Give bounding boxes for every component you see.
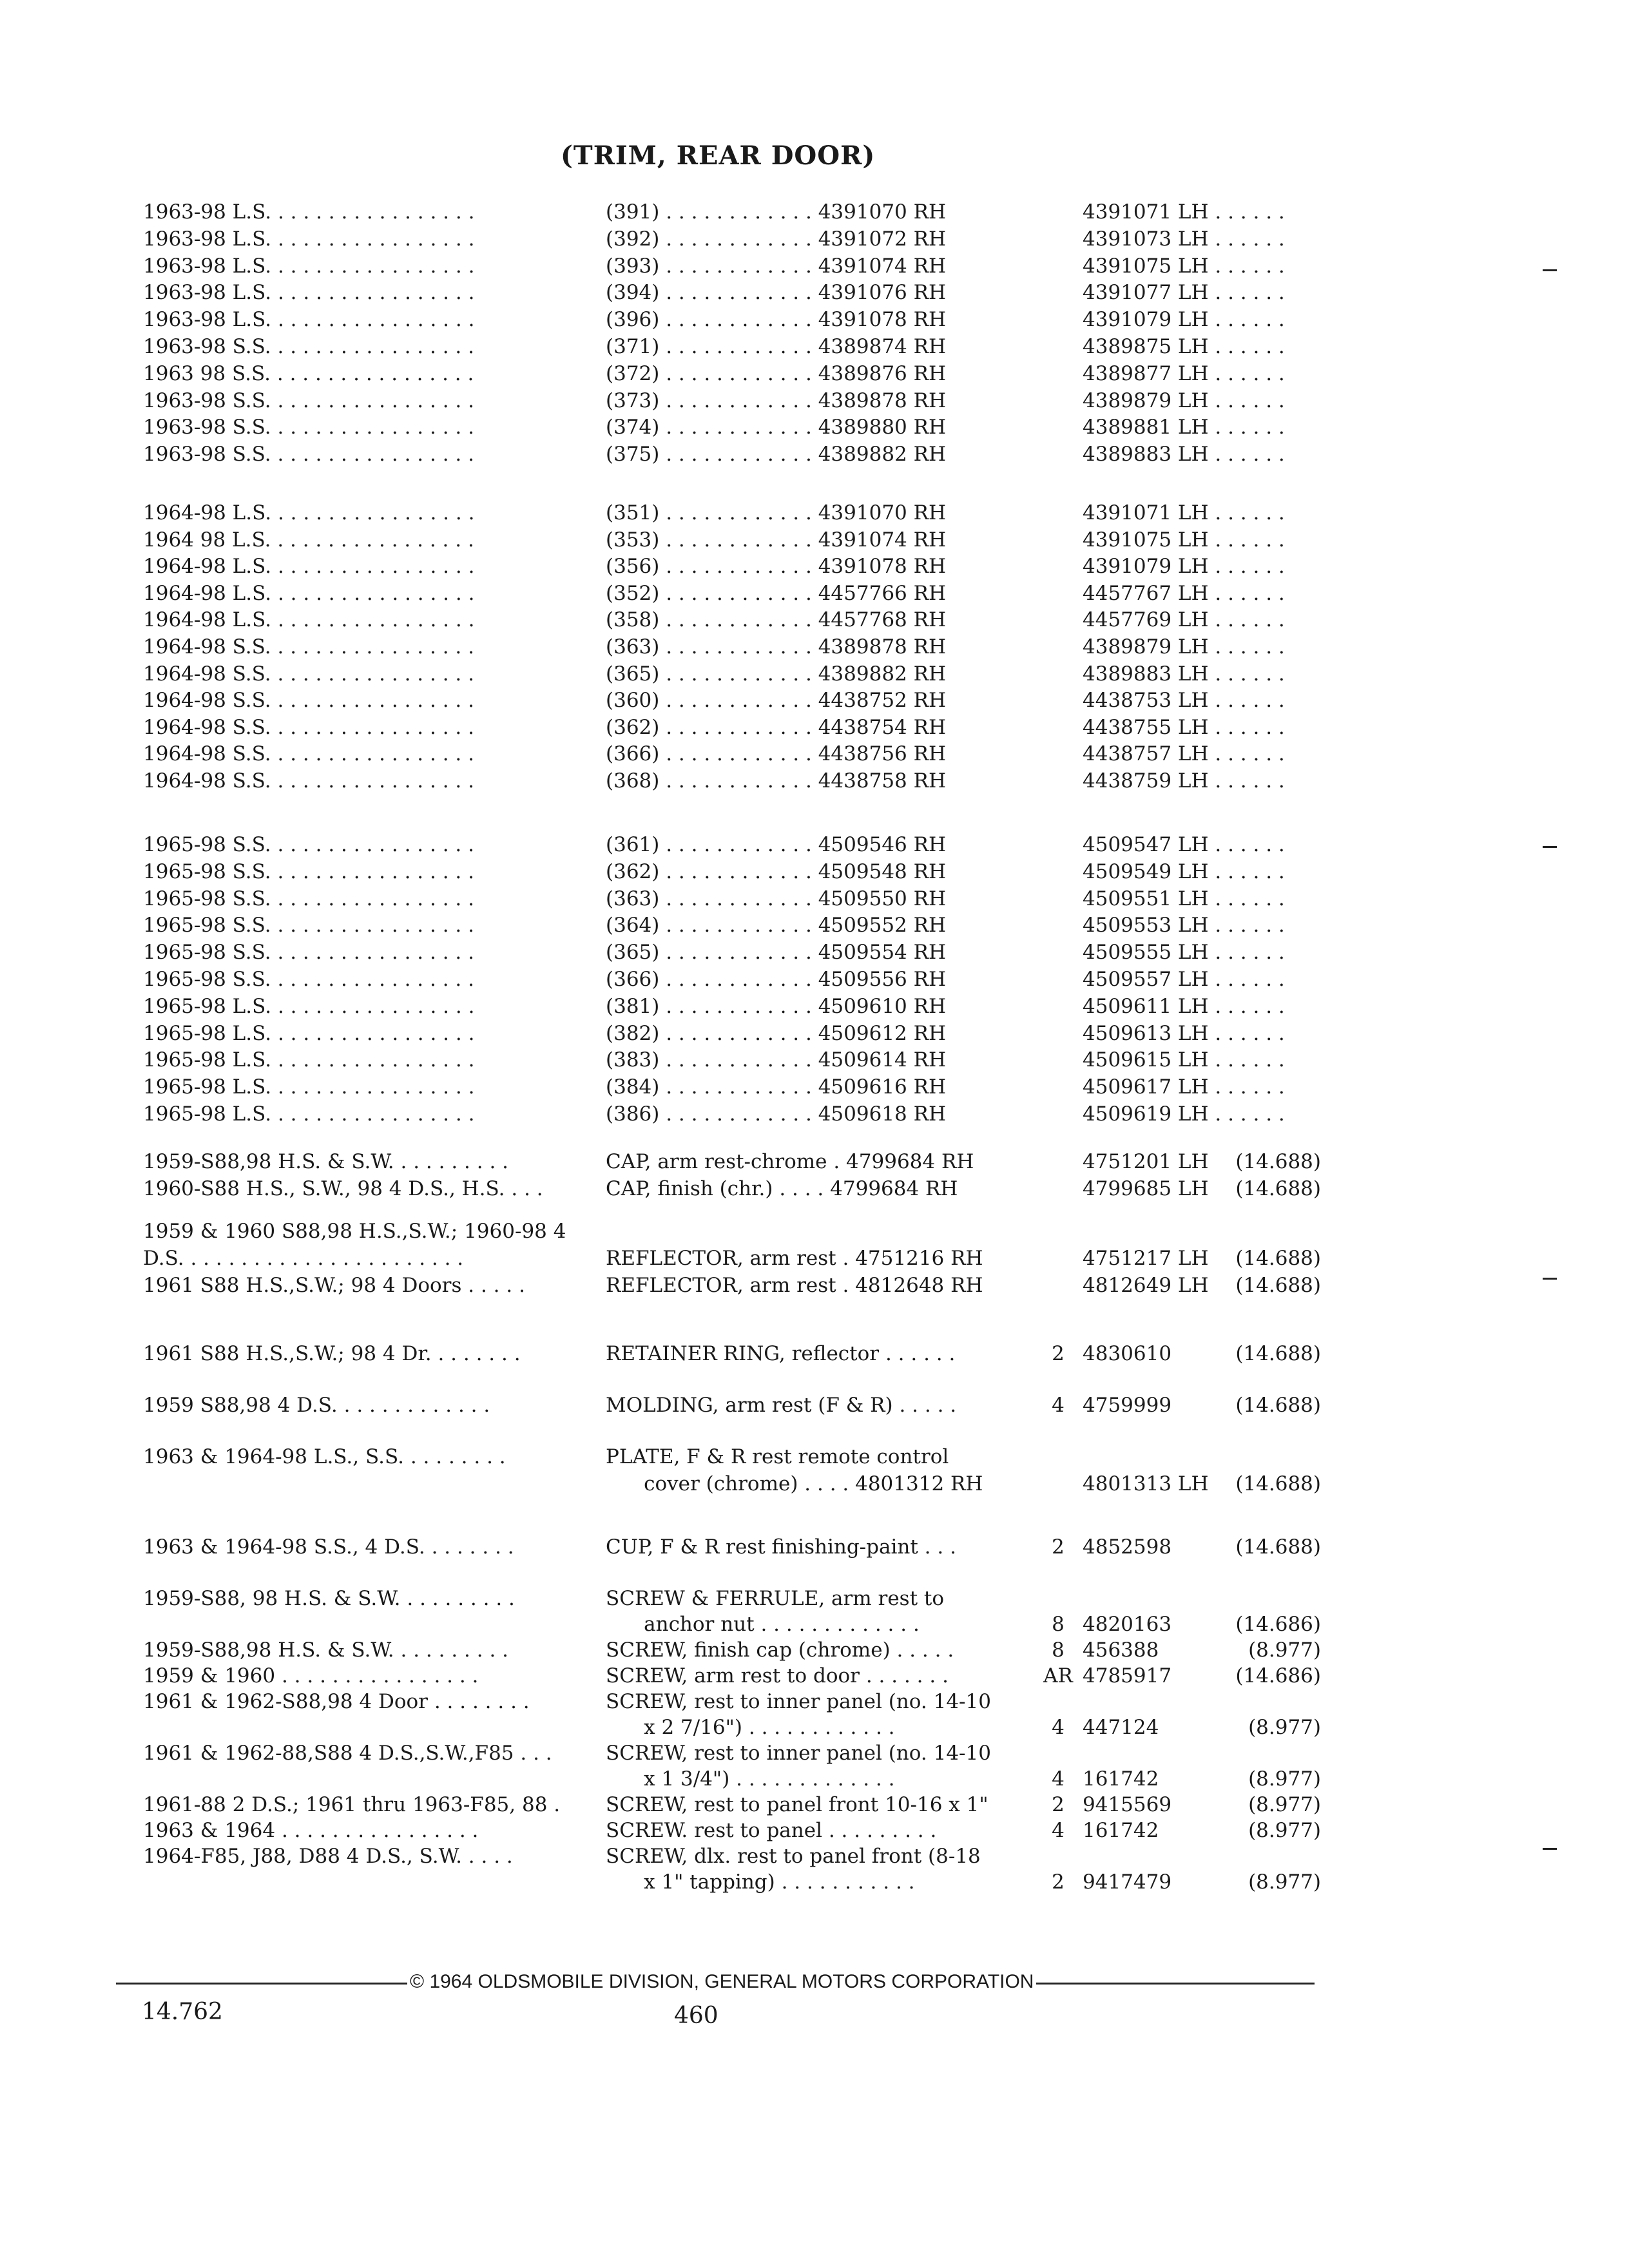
margin-mark — [1543, 269, 1557, 271]
parts-row — [0, 198, 1629, 226]
parts-row — [0, 1100, 1629, 1128]
model-cell: 1959-S88, 98 H.S. & S.W. . . . . . . . . . — [143, 1587, 515, 1610]
model-cell: 1963-98 L.S. . . . . . . . . . . . . . . . . — [143, 281, 475, 305]
model-cell: 1965-98 L.S. . . . . . . . . . . . . . . . . — [143, 1102, 475, 1126]
description-cell: (392) . . . . . . . . . . . . 4391072 RH — [606, 227, 946, 251]
description-cell: SCREW, rest to inner panel (no. 14-10 — [606, 1742, 991, 1765]
quantity-cell: AR — [1043, 1664, 1073, 1687]
parts-row — [0, 1533, 1629, 1561]
group-number-cell: (8.977) — [1248, 1716, 1321, 1739]
part-number-cell: 4438753 LH . . . . . . — [1083, 689, 1285, 713]
parts-row — [0, 714, 1629, 741]
description-cell: (386) . . . . . . . . . . . . 4509618 RH — [606, 1102, 946, 1126]
part-number-cell: 4812649 LH — [1083, 1274, 1209, 1297]
parts-row — [0, 1245, 1629, 1272]
section-number: 14.762 — [142, 1999, 223, 2025]
description-cell: MOLDING, arm rest (F & R) . . . . . — [606, 1394, 957, 1417]
page-title: (TRIM, REAR DOOR) — [561, 140, 876, 171]
parts-row — [0, 1843, 1629, 1870]
group-number-cell: (14.686) — [1235, 1664, 1321, 1687]
description-cell: SCREW. rest to panel . . . . . . . . . — [606, 1819, 937, 1842]
part-number-cell: 161742 — [1083, 1767, 1159, 1791]
parts-row — [0, 253, 1629, 280]
model-cell: 1965-98 S.S. . . . . . . . . . . . . . . . . — [143, 860, 474, 883]
parts-row — [0, 226, 1629, 253]
description-cell: RETAINER RING, reflector . . . . . . — [606, 1342, 956, 1365]
parts-row — [0, 1392, 1629, 1419]
group-number-cell: (8.977) — [1248, 1819, 1321, 1842]
part-number-cell: 4852598 — [1083, 1535, 1172, 1559]
model-cell: 1963 & 1964 . . . . . . . . . . . . . . . . — [143, 1819, 479, 1842]
quantity-cell: 2 — [1052, 1793, 1065, 1816]
model-cell: 1961 S88 H.S.,S.W.; 98 4 Dr. . . . . . . . — [143, 1342, 521, 1365]
model-cell: 1959 & 1960 . . . . . . . . . . . . . . . . — [143, 1664, 479, 1687]
model-cell: 1964-F85, J88, D88 4 D.S., S.W. . . . . — [143, 1845, 513, 1868]
part-number-cell: 4391075 LH . . . . . . — [1083, 254, 1285, 278]
parts-row — [0, 831, 1629, 858]
description-cell: (382) . . . . . . . . . . . . 4509612 RH — [606, 1021, 946, 1045]
parts-row — [0, 1791, 1629, 1818]
description-cell: (366) . . . . . . . . . . . . 4438756 RH — [606, 742, 946, 766]
parts-row — [0, 633, 1629, 660]
description-cell: (358) . . . . . . . . . . . . 4457768 RH — [606, 608, 946, 632]
model-cell: 1964-98 S.S. . . . . . . . . . . . . . . . . — [143, 715, 474, 739]
parts-row — [0, 1714, 1629, 1741]
model-cell: 1964-98 S.S. . . . . . . . . . . . . . . . . — [143, 662, 474, 686]
description-cell: (356) . . . . . . . . . . . . 4391078 RH — [606, 555, 946, 579]
model-cell: D.S. . . . . . . . . . . . . . . . . . . . . . . — [143, 1247, 464, 1270]
model-cell: 1964-98 L.S. . . . . . . . . . . . . . . . . — [143, 555, 475, 579]
parts-row — [0, 1046, 1629, 1073]
model-cell: 1964-98 L.S. . . . . . . . . . . . . . . . . — [143, 581, 475, 605]
parts-row — [0, 1148, 1629, 1175]
group-number-cell: (14.688) — [1235, 1535, 1321, 1559]
quantity-cell: 2 — [1052, 1535, 1065, 1559]
parts-row — [0, 993, 1629, 1020]
parts-row — [0, 360, 1629, 387]
parts-row — [0, 553, 1629, 580]
description-cell: SCREW, rest to inner panel (no. 14-10 — [606, 1690, 991, 1713]
part-number-cell: 4509555 LH . . . . . . — [1083, 941, 1285, 965]
description-cell: cover (chrome) . . . . 4801312 RH — [606, 1472, 983, 1495]
description-cell: (381) . . . . . . . . . . . . 4509610 RH — [606, 994, 946, 1018]
part-number-cell: 4438757 LH . . . . . . — [1083, 742, 1285, 766]
model-cell: 1964-98 L.S. . . . . . . . . . . . . . . . . — [143, 501, 475, 524]
parts-row — [0, 279, 1629, 306]
model-cell: 1964-98 S.S. . . . . . . . . . . . . . . . . — [143, 635, 474, 658]
description-cell: (363) . . . . . . . . . . . . 4389878 RH — [606, 635, 946, 658]
parts-row — [0, 885, 1629, 912]
parts-row — [0, 858, 1629, 885]
description-cell: (360) . . . . . . . . . . . . 4438752 RH — [606, 689, 946, 713]
quantity-cell: 8 — [1052, 1639, 1065, 1662]
parts-row — [0, 606, 1629, 633]
part-number-cell: 4509617 LH . . . . . . — [1083, 1075, 1285, 1099]
model-cell: 1961 S88 H.S.,S.W.; 98 4 Doors . . . . . — [143, 1274, 525, 1297]
parts-row — [0, 660, 1629, 687]
parts-row — [0, 526, 1629, 553]
part-number-cell: 4509615 LH . . . . . . — [1083, 1048, 1285, 1072]
part-number-cell: 4389879 LH . . . . . . — [1083, 389, 1285, 412]
description-cell: x 2 7/16") . . . . . . . . . . . . — [606, 1716, 895, 1739]
description-cell: (362) . . . . . . . . . . . . 4509548 RH — [606, 860, 946, 883]
part-number-cell: 4751217 LH — [1083, 1247, 1209, 1270]
part-number-cell: 4389879 LH . . . . . . — [1083, 635, 1285, 658]
quantity-cell: 4 — [1052, 1394, 1065, 1417]
parts-row — [0, 441, 1629, 468]
model-cell: 1964-98 S.S. . . . . . . . . . . . . . . . . — [143, 769, 474, 793]
description-cell: (361) . . . . . . . . . . . . 4509546 RH — [606, 833, 946, 856]
group-number-cell: (8.977) — [1248, 1639, 1321, 1662]
part-number-cell: 4751201 LH — [1083, 1150, 1209, 1173]
model-cell: 1963-98 L.S. . . . . . . . . . . . . . . . . — [143, 200, 475, 224]
parts-row — [0, 1765, 1629, 1792]
group-number-cell: (8.977) — [1248, 1767, 1321, 1791]
description-cell: (394) . . . . . . . . . . . . 4391076 RH — [606, 281, 946, 305]
part-number-cell: 4391077 LH . . . . . . — [1083, 281, 1285, 305]
part-number-cell: 447124 — [1083, 1716, 1159, 1739]
parts-row — [0, 333, 1629, 360]
parts-row — [0, 499, 1629, 526]
model-cell: 1960-S88 H.S., S.W., 98 4 D.S., H.S. . . . — [143, 1177, 543, 1200]
model-cell: 1959-S88,98 H.S. & S.W. . . . . . . . . . — [143, 1639, 509, 1662]
description-cell: (384) . . . . . . . . . . . . 4509616 RH — [606, 1075, 946, 1099]
part-number-cell: 4457769 LH . . . . . . — [1083, 608, 1285, 632]
part-number-cell: 4391071 LH . . . . . . — [1083, 501, 1285, 524]
part-number-cell: 4391073 LH . . . . . . — [1083, 227, 1285, 251]
parts-row — [0, 939, 1629, 966]
quantity-cell: 8 — [1052, 1613, 1065, 1636]
footer-rule-left — [116, 1983, 412, 1984]
model-cell: 1963-98 L.S. . . . . . . . . . . . . . . . . — [143, 308, 475, 332]
page-number: 460 — [674, 2003, 718, 2029]
group-number-cell: (14.688) — [1235, 1177, 1321, 1200]
description-cell: (393) . . . . . . . . . . . . 4391074 RH — [606, 254, 946, 278]
group-number-cell: (14.688) — [1235, 1394, 1321, 1417]
parts-row — [0, 1272, 1629, 1299]
margin-mark — [1543, 846, 1557, 848]
model-cell: 1961-88 2 D.S.; 1961 thru 1963-F85, 88 . — [143, 1793, 561, 1816]
description-cell: SCREW & FERRULE, arm rest to — [606, 1587, 945, 1610]
part-number-cell: 9415569 — [1083, 1793, 1172, 1816]
description-cell: PLATE, F & R rest remote control — [606, 1445, 949, 1468]
parts-row — [0, 966, 1629, 993]
margin-mark — [1543, 1848, 1557, 1850]
model-cell: 1963-98 S.S. . . . . . . . . . . . . . . . . — [143, 416, 474, 439]
parts-row — [0, 1817, 1629, 1844]
model-cell: 1964-98 S.S. . . . . . . . . . . . . . . . . — [143, 742, 474, 766]
description-cell: SCREW, rest to panel front 10-16 x 1" — [606, 1793, 988, 1816]
description-cell: x 1" tapping) . . . . . . . . . . . — [606, 1870, 915, 1894]
part-number-cell: 4389883 LH . . . . . . — [1083, 443, 1285, 466]
description-cell: SCREW, arm rest to door . . . . . . . — [606, 1664, 949, 1687]
part-number-cell: 4389883 LH . . . . . . — [1083, 662, 1285, 686]
part-number-cell: 4509547 LH . . . . . . — [1083, 833, 1285, 856]
parts-row — [0, 1073, 1629, 1100]
description-cell: (375) . . . . . . . . . . . . 4389882 RH — [606, 443, 946, 466]
parts-row — [0, 1585, 1629, 1612]
group-number-cell: (14.688) — [1235, 1247, 1321, 1270]
quantity-cell: 4 — [1052, 1767, 1065, 1791]
model-cell: 1965-98 S.S. . . . . . . . . . . . . . . . . — [143, 941, 474, 965]
parts-row — [0, 1637, 1629, 1664]
part-number-cell: 4389877 LH . . . . . . — [1083, 361, 1285, 385]
group-number-cell: (14.688) — [1235, 1274, 1321, 1297]
parts-row — [0, 687, 1629, 714]
description-cell: (391) . . . . . . . . . . . . 4391070 RH — [606, 200, 946, 224]
description-cell: (374) . . . . . . . . . . . . 4389880 RH — [606, 416, 946, 439]
part-number-cell: 4509551 LH . . . . . . — [1083, 887, 1285, 910]
description-cell: CAP, arm rest-chrome . 4799684 RH — [606, 1150, 974, 1173]
model-cell: 1965-98 L.S. . . . . . . . . . . . . . . . . — [143, 1048, 475, 1072]
part-number-cell: 4799685 LH — [1083, 1177, 1209, 1200]
part-number-cell: 4509611 LH . . . . . . — [1083, 994, 1285, 1018]
parts-row — [0, 1020, 1629, 1047]
description-cell: (353) . . . . . . . . . . . . 4391074 RH — [606, 528, 946, 552]
model-cell: 1964-98 L.S. . . . . . . . . . . . . . . . . — [143, 608, 475, 632]
part-number-cell: 4509613 LH . . . . . . — [1083, 1021, 1285, 1045]
model-cell: 1965-98 S.S. . . . . . . . . . . . . . . . . — [143, 833, 474, 856]
part-number-cell: 9417479 — [1083, 1870, 1172, 1894]
description-cell: (371) . . . . . . . . . . . . 4389874 RH — [606, 335, 946, 358]
part-number-cell: 4509557 LH . . . . . . — [1083, 968, 1285, 991]
model-cell: 1965-98 S.S. . . . . . . . . . . . . . . . . — [143, 914, 474, 937]
parts-row — [0, 1175, 1629, 1202]
description-cell: anchor nut . . . . . . . . . . . . . — [606, 1613, 920, 1636]
part-number-cell: 161742 — [1083, 1819, 1159, 1842]
part-number-cell: 4457767 LH . . . . . . — [1083, 581, 1285, 605]
group-number-cell: (14.688) — [1235, 1150, 1321, 1173]
part-number-cell: 4389875 LH . . . . . . — [1083, 335, 1285, 358]
group-number-cell: (14.688) — [1235, 1472, 1321, 1495]
part-number-cell: 4759999 — [1083, 1394, 1172, 1417]
parts-row — [0, 1470, 1629, 1497]
model-cell: 1961 & 1962-S88,98 4 Door . . . . . . . . — [143, 1690, 530, 1713]
parts-row — [0, 414, 1629, 441]
description-cell: REFLECTOR, arm rest . 4812648 RH — [606, 1274, 983, 1297]
description-cell: x 1 3/4") . . . . . . . . . . . . . — [606, 1767, 895, 1791]
description-cell: (366) . . . . . . . . . . . . 4509556 RH — [606, 968, 946, 991]
model-cell: 1964 98 L.S. . . . . . . . . . . . . . . . . — [143, 528, 474, 552]
parts-row — [0, 306, 1629, 333]
model-cell: 1963-98 S.S. . . . . . . . . . . . . . . . . — [143, 335, 474, 358]
parts-row — [0, 912, 1629, 939]
description-cell: (365) . . . . . . . . . . . . 4509554 RH — [606, 941, 946, 965]
group-number-cell: (14.688) — [1235, 1342, 1321, 1365]
model-cell: 1963 98 S.S. . . . . . . . . . . . . . . . . — [143, 361, 474, 385]
parts-row — [0, 1611, 1629, 1638]
model-cell: 1959 S88,98 4 D.S. . . . . . . . . . . . . — [143, 1394, 490, 1417]
quantity-cell: 2 — [1052, 1870, 1065, 1894]
part-number-cell: 4391079 LH . . . . . . — [1083, 555, 1285, 579]
part-number-cell: 4820163 — [1083, 1613, 1172, 1636]
part-number-cell: 4509549 LH . . . . . . — [1083, 860, 1285, 883]
model-cell: 1961 & 1962-88,S88 4 D.S.,S.W.,F85 . . . — [143, 1742, 552, 1765]
description-cell: (364) . . . . . . . . . . . . 4509552 RH — [606, 914, 946, 937]
quantity-cell: 4 — [1052, 1819, 1065, 1842]
model-cell: 1965-98 S.S. . . . . . . . . . . . . . . . . — [143, 887, 474, 910]
copyright-notice: © 1964 OLDSMOBILE DIVISION, GENERAL MOTORS CORPORATION — [407, 1971, 1036, 1993]
model-cell: 1963 & 1964-98 S.S., 4 D.S. . . . . . . . — [143, 1535, 514, 1559]
part-number-cell: 4391079 LH . . . . . . — [1083, 308, 1285, 332]
parts-row — [0, 1340, 1629, 1367]
group-number-cell: (8.977) — [1248, 1870, 1321, 1894]
description-cell: (383) . . . . . . . . . . . . 4509614 RH — [606, 1048, 946, 1072]
model-cell: 1959-S88,98 H.S. & S.W. . . . . . . . . . — [143, 1150, 509, 1173]
description-cell: (368) . . . . . . . . . . . . 4438758 RH — [606, 769, 946, 793]
description-cell: (396) . . . . . . . . . . . . 4391078 RH — [606, 308, 946, 332]
parts-row — [0, 1688, 1629, 1715]
quantity-cell: 2 — [1052, 1342, 1065, 1365]
part-number-cell: 4391071 LH . . . . . . — [1083, 200, 1285, 224]
model-cell: 1963 & 1964-98 L.S., S.S. . . . . . . . . — [143, 1445, 506, 1468]
part-number-cell: 4391075 LH . . . . . . — [1083, 528, 1285, 552]
description-cell: CAP, finish (chr.) . . . . 4799684 RH — [606, 1177, 958, 1200]
part-number-cell: 456388 — [1083, 1639, 1159, 1662]
part-number-cell: 4509553 LH . . . . . . — [1083, 914, 1285, 937]
model-cell: 1965-98 L.S. . . . . . . . . . . . . . . . . — [143, 1075, 475, 1099]
parts-row — [0, 1443, 1629, 1470]
model-cell: 1964-98 S.S. . . . . . . . . . . . . . . . . — [143, 689, 474, 713]
model-cell: 1963-98 S.S. . . . . . . . . . . . . . . . . — [143, 389, 474, 412]
part-number-cell: 4830610 — [1083, 1342, 1172, 1365]
model-cell: 1959 & 1960 S88,98 H.S.,S.W.; 1960-98 4 — [143, 1220, 566, 1243]
part-number-cell: 4438759 LH . . . . . . — [1083, 769, 1285, 793]
part-number-cell: 4785917 — [1083, 1664, 1172, 1687]
margin-mark — [1543, 1278, 1557, 1280]
description-cell: (363) . . . . . . . . . . . . 4509550 RH — [606, 887, 946, 910]
model-cell: 1965-98 S.S. . . . . . . . . . . . . . . . . — [143, 968, 474, 991]
part-number-cell: 4509619 LH . . . . . . — [1083, 1102, 1285, 1126]
model-cell: 1965-98 L.S. . . . . . . . . . . . . . . . . — [143, 1021, 475, 1045]
description-cell: (372) . . . . . . . . . . . . 4389876 RH — [606, 361, 946, 385]
parts-row — [0, 1869, 1629, 1896]
description-cell: SCREW, dlx. rest to panel front (8-18 — [606, 1845, 981, 1868]
parts-row — [0, 387, 1629, 414]
description-cell: REFLECTOR, arm rest . 4751216 RH — [606, 1247, 983, 1270]
description-cell: CUP, F & R rest finishing-paint . . . — [606, 1535, 956, 1559]
description-cell: SCREW, finish cap (chrome) . . . . . — [606, 1639, 954, 1662]
description-cell: (352) . . . . . . . . . . . . 4457766 RH — [606, 581, 946, 605]
parts-row — [0, 1218, 1629, 1245]
parts-row — [0, 1662, 1629, 1689]
model-cell: 1963-98 L.S. . . . . . . . . . . . . . . . . — [143, 227, 475, 251]
parts-row — [0, 740, 1629, 767]
description-cell: (365) . . . . . . . . . . . . 4389882 RH — [606, 662, 946, 686]
parts-row — [0, 1740, 1629, 1767]
part-number-cell: 4801313 LH — [1083, 1472, 1209, 1495]
quantity-cell: 4 — [1052, 1716, 1065, 1739]
group-number-cell: (14.686) — [1235, 1613, 1321, 1636]
group-number-cell: (8.977) — [1248, 1793, 1321, 1816]
model-cell: 1963-98 L.S. . . . . . . . . . . . . . . . . — [143, 254, 475, 278]
description-cell: (351) . . . . . . . . . . . . 4391070 RH — [606, 501, 946, 524]
parts-row — [0, 580, 1629, 607]
parts-row — [0, 767, 1629, 794]
part-number-cell: 4389881 LH . . . . . . — [1083, 416, 1285, 439]
description-cell: (373) . . . . . . . . . . . . 4389878 RH — [606, 389, 946, 412]
part-number-cell: 4438755 LH . . . . . . — [1083, 715, 1285, 739]
model-cell: 1965-98 L.S. . . . . . . . . . . . . . . . . — [143, 994, 475, 1018]
model-cell: 1963-98 S.S. . . . . . . . . . . . . . . . . — [143, 443, 474, 466]
description-cell: (362) . . . . . . . . . . . . 4438754 RH — [606, 715, 946, 739]
